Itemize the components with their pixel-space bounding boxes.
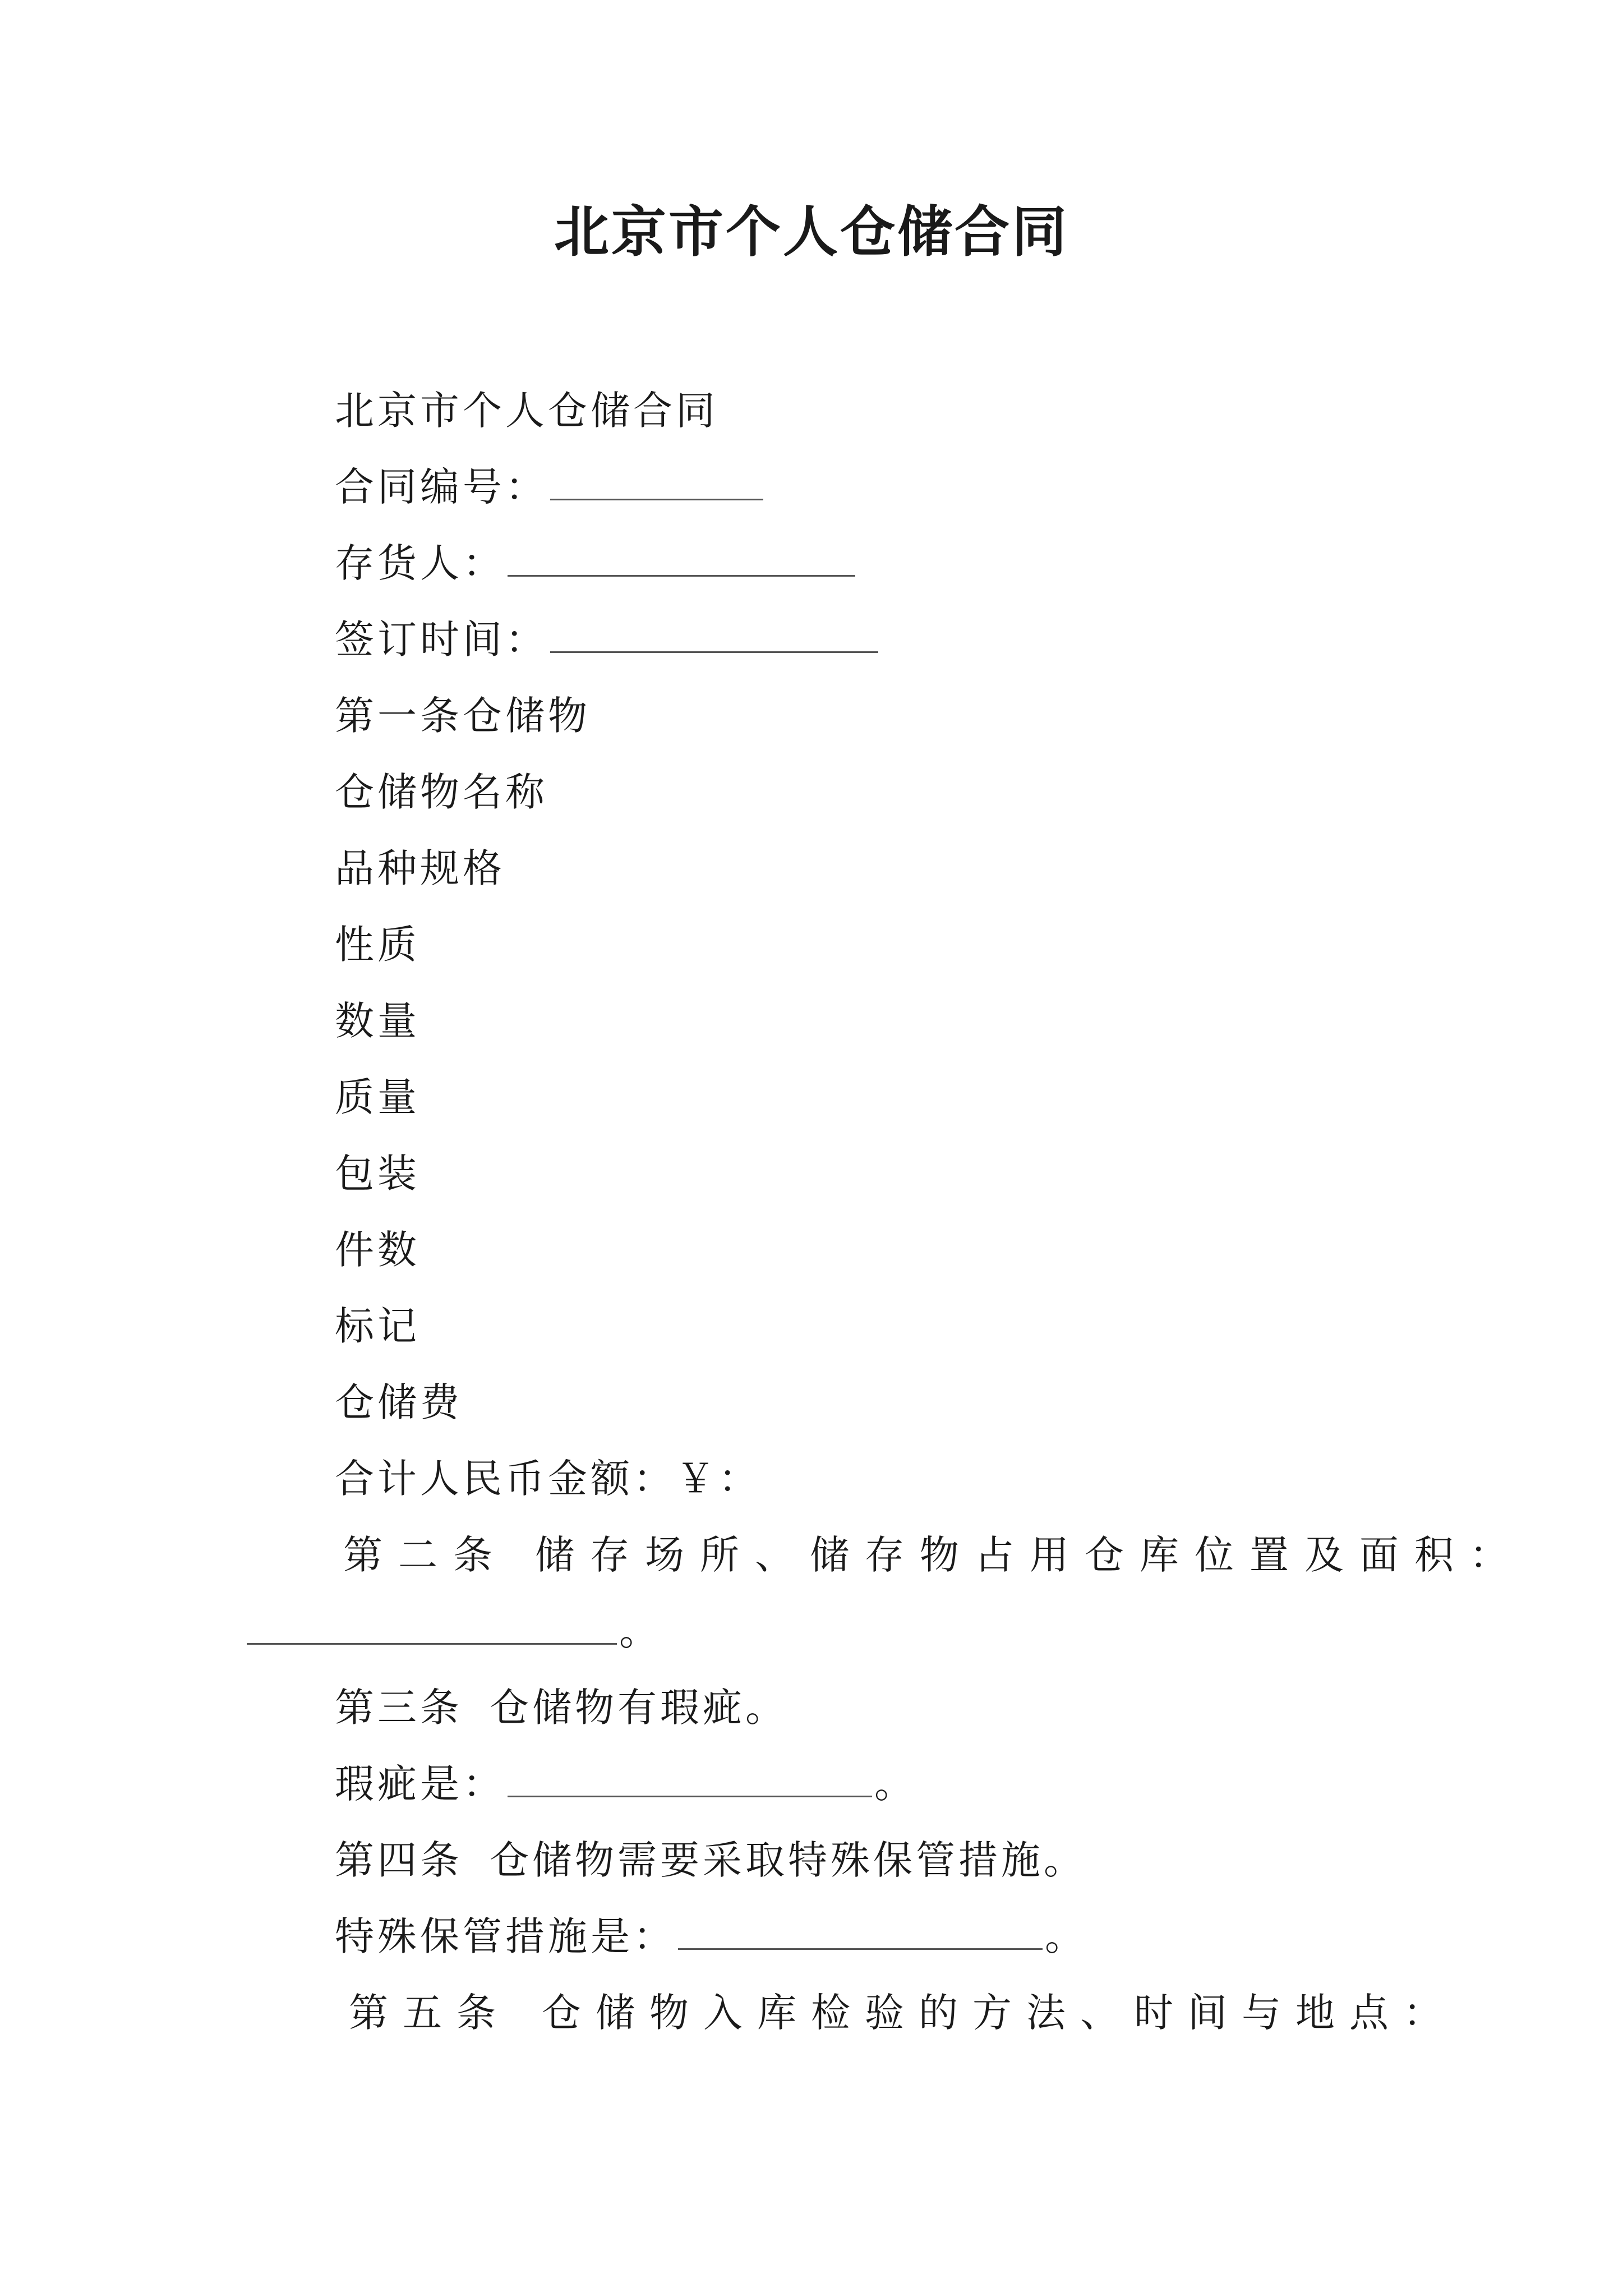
article-1: 第一条仓储物	[335, 693, 591, 739]
item-nature: 性质	[335, 922, 420, 968]
depositor-row	[335, 540, 857, 587]
document-title: 北京市个人仓储合同	[554, 200, 1069, 264]
total-amount: 合计人民币金额：￥：	[335, 1456, 761, 1502]
item-name: 仓储物名称	[335, 769, 548, 815]
item-pieces: 件数	[335, 1227, 420, 1273]
item-spec: 品种规格	[335, 845, 505, 891]
sign-time-blank	[550, 618, 878, 653]
article-5-number: 第五条	[349, 1990, 510, 2036]
item-marks: 标记	[335, 1303, 420, 1349]
item-quantity: 数量	[335, 998, 420, 1044]
article-4-row	[335, 1837, 1086, 1884]
article-3-row	[335, 1684, 788, 1731]
article-3-text: 仓储物有瑕疵。	[490, 1685, 788, 1731]
item-quality: 质量	[335, 1074, 420, 1120]
sign-time-row	[335, 616, 880, 663]
article-2-number: 第二条	[343, 1532, 508, 1578]
defect-period: 。	[874, 1761, 917, 1807]
contract-no-label: 合同编号：	[335, 464, 548, 510]
article-2-row	[343, 1531, 1524, 1579]
contract-no-blank	[550, 465, 763, 500]
article-3-number: 第三条	[335, 1685, 463, 1731]
special-measures-blank	[678, 1915, 1043, 1950]
item-packaging: 包装	[335, 1151, 420, 1197]
sign-time-label: 签订时间：	[335, 616, 548, 662]
article-2-blank	[247, 1609, 617, 1645]
defect-label: 瑕疵是：	[335, 1761, 505, 1807]
special-measures-period: 。	[1045, 1913, 1087, 1959]
depositor-blank	[508, 541, 855, 577]
article-2-text: 储存场所、储存物占用仓库位置及面积：	[535, 1532, 1524, 1578]
article-2-period: 。	[619, 1608, 662, 1654]
contract-no-row	[335, 463, 766, 510]
special-measures-label: 特殊保管措施是：	[335, 1913, 676, 1959]
subtitle: 北京市个人仓储合同	[335, 388, 718, 434]
article-2-blank-row	[247, 1608, 662, 1655]
defect-row	[335, 1760, 917, 1807]
article-4-number: 第四条	[335, 1837, 463, 1883]
defect-blank	[508, 1762, 872, 1797]
item-storage-fee: 仓储费	[335, 1379, 463, 1425]
article-5-row	[349, 1989, 1457, 2036]
article-5-text: 仓储物入库检验的方法、时间与地点：	[542, 1990, 1457, 2036]
article-4-text: 仓储物需要采取特殊保管措施。	[490, 1837, 1086, 1883]
depositor-label: 存货人：	[335, 540, 505, 586]
special-measures-row	[335, 1913, 1087, 1960]
